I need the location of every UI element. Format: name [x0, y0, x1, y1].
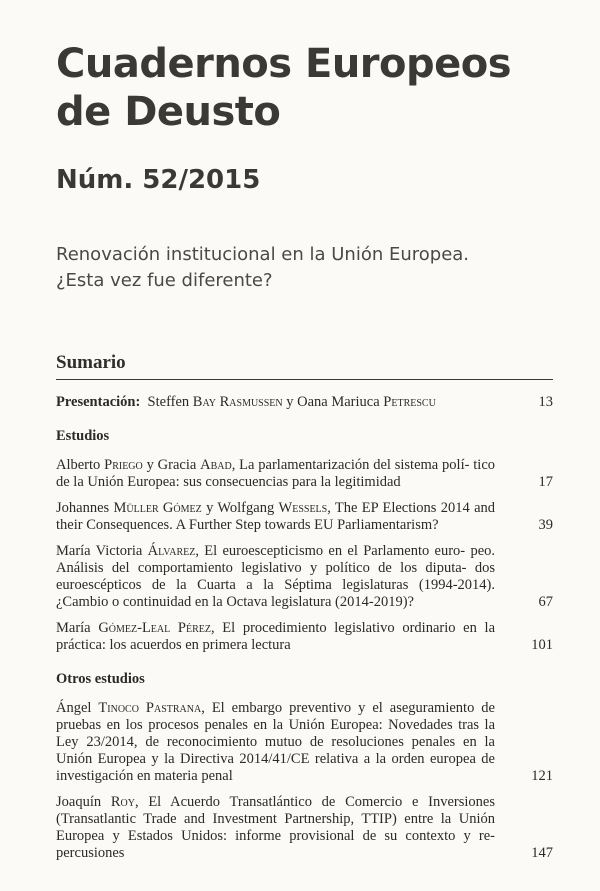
entry-title: , La parlamentarización del sistema polí-: [231, 457, 470, 473]
entry-title: investigación en materia penal: [56, 768, 233, 784]
author-last: Roy: [110, 794, 135, 810]
entry-title: (Transatlantic Trade and Investment Partnership, TTIP) entre la Unión: [56, 811, 495, 827]
toc-entry[interactable]: [56, 543, 553, 611]
author-conjunction: y: [206, 500, 214, 516]
author-last: Müller Gómez: [113, 500, 202, 516]
entry-title: , El embargo preventivo y el aseguramiento de: [201, 700, 495, 716]
section-heading-estudios: Estudios: [56, 428, 110, 444]
author-last: Álvarez: [147, 543, 196, 559]
entry-title: Europea y Estados Unidos: informe provisional de su contexto y re-: [56, 828, 495, 844]
sumario-heading: Sumario: [56, 352, 126, 373]
author-first: María: [56, 620, 91, 636]
entry-title: práctica: los acuerdos en primera lectura: [56, 637, 291, 653]
entry-title: percusiones: [56, 845, 125, 861]
author-last: Wessels: [278, 500, 328, 516]
journal-title: [56, 40, 511, 136]
subtitle-line1: Renovación institucional en la Unión Europea.: [56, 244, 470, 265]
entry-title: pruebas en los procesos penales en la Unión Europea: Novedades tras: [56, 717, 480, 733]
author-last: Abad: [200, 457, 232, 473]
page-number: 17: [538, 474, 553, 490]
author-first: Steffen: [147, 394, 190, 410]
toc-entry-presentacion[interactable]: [56, 394, 553, 411]
subtitle-line2: ¿Esta vez fue diferente?: [56, 270, 273, 291]
entry-title: peo. Análisis del comportamiento legislativo y político de los diputa-: [56, 543, 496, 576]
page-number: 121: [531, 768, 553, 784]
issue-number: Núm. 52/2015: [56, 165, 261, 195]
section-heading-otros-estudios: Otros estudios: [56, 671, 145, 687]
toc-entry[interactable]: [56, 700, 553, 785]
author-first: Oana Mariuca: [297, 394, 380, 410]
author-first: María Victoria: [56, 543, 143, 559]
author-first: Ángel: [56, 700, 92, 716]
author-last: Bay Rasmussen: [192, 394, 283, 410]
author-last: Tinoco Pastrana: [98, 700, 202, 716]
entry-title: ¿Cambio o continuidad en la Octava legislatura (2014-2019)?: [56, 594, 414, 610]
author-conjunction: y: [286, 394, 294, 410]
entry-title: tico de la Unión Europea: sus consecuencias para la legitimidad: [56, 457, 496, 490]
page-number: 13: [538, 394, 553, 410]
toc-entry[interactable]: [56, 794, 553, 862]
author-first: Gracia: [157, 457, 197, 473]
presentacion-label: Presentación:: [56, 394, 141, 410]
author-last: Priego: [104, 457, 143, 473]
author-last: Gómez-Leal Pérez: [98, 620, 211, 636]
issue-subtitle: [56, 242, 556, 294]
page-number: 147: [531, 845, 553, 861]
page-number: 101: [531, 637, 553, 653]
entry-title: and their Consequences. A Further Step towards EU Parliamentarism?: [56, 500, 496, 533]
author-last: Petrescu: [383, 394, 436, 410]
toc-entry[interactable]: [56, 500, 553, 534]
entry-title: la Ley 23/2014, de reconocimiento mutuo de resoluciones penales en la: [56, 717, 496, 750]
author-first: Wolfgang: [217, 500, 275, 516]
journal-title-line2: de Deusto: [56, 89, 281, 135]
page-number: 67: [538, 594, 553, 610]
entry-title: , El euroescepticismo en el Parlamento euro-: [195, 543, 466, 559]
author-conjunction: y: [146, 457, 154, 473]
heading-rule: [56, 379, 553, 380]
author-first: Joaquín: [56, 794, 102, 810]
entry-title: , El procedimiento legislativo ordinario en la: [210, 620, 496, 636]
toc-entry[interactable]: [56, 457, 553, 491]
toc-entry[interactable]: [56, 620, 553, 654]
author-first: Alberto: [56, 457, 101, 473]
author-first: Johannes: [56, 500, 110, 516]
entry-title: dos euroescépticos de la Cuarta a la Séptima legislaturas (1994-2014).: [56, 560, 495, 593]
entry-title: , El Acuerdo Transatlántico de Comercio e Inversiones: [134, 794, 495, 810]
entry-title: , The EP Elections 2014: [327, 500, 470, 516]
journal-title-line1: Cuadernos Europeos: [56, 41, 512, 87]
table-of-contents: [56, 394, 553, 862]
entry-title: Unión Europea y la Directiva 2014/41/CE relativa a la orden europea de: [56, 751, 495, 767]
page-number: 39: [538, 517, 553, 533]
